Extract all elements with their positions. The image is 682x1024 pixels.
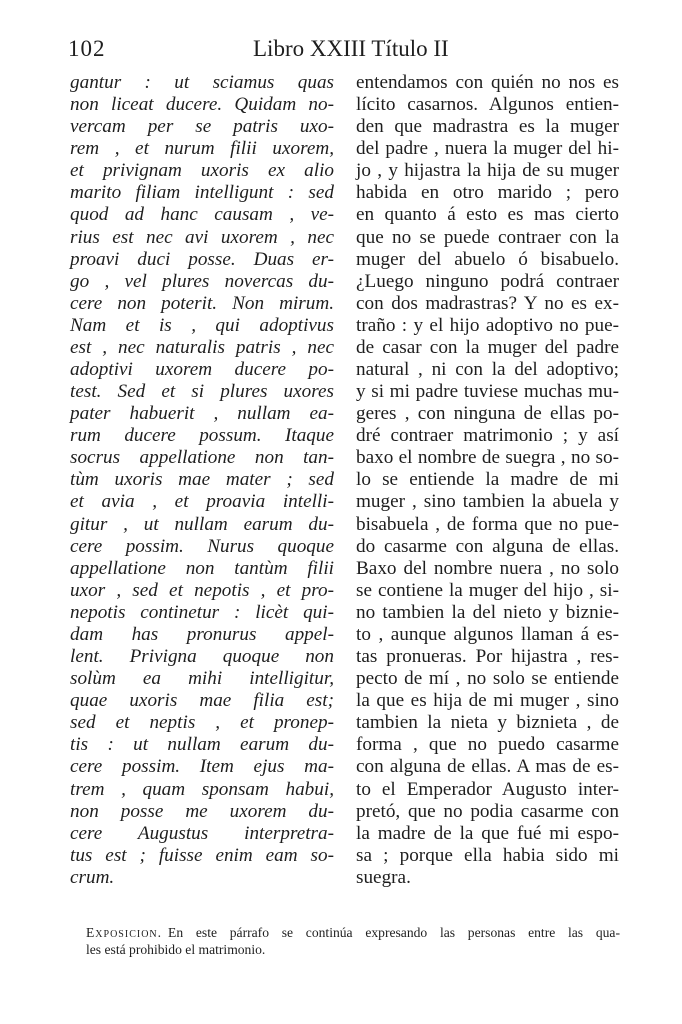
latin-line: proavi duci posse. Duas er- — [70, 248, 334, 270]
spanish-line: pecto de mí , no solo se entiende — [356, 668, 619, 690]
spanish-line: pretó, que no podia casarme con — [356, 800, 619, 822]
latin-line: nepotis continetur : licèt qui- — [70, 601, 334, 623]
spanish-line: suegra. — [356, 866, 411, 888]
latin-line: quae uxoris mae filia est; — [70, 690, 334, 712]
latin-line: dam has pronurus appel- — [70, 623, 334, 645]
spanish-line: muger del abuelo ó bisabuelo. — [356, 248, 619, 270]
latin-line: et avia , et proavia intelli- — [70, 491, 334, 513]
footnote-text: En este párrafo se continúa expresando las personas entre las qua- — [168, 925, 620, 940]
latin-line: tis : ut nullam earum du- — [70, 734, 334, 756]
spanish-line: que no se puede contraer con la — [356, 226, 619, 248]
spanish-line: to el Emperador Augusto inter- — [356, 778, 619, 800]
spanish-line: la que es hija de mi muger , sino — [356, 690, 619, 712]
spanish-line: la madre de la que fué mi espo- — [356, 822, 619, 844]
latin-line: cere Augustus interpretra- — [70, 822, 334, 844]
latin-line: go , vel plures novercas du- — [70, 270, 334, 292]
spanish-line: habida en otro marido ; pero — [356, 182, 619, 204]
footnote-line: les está prohibido el matrimonio. — [86, 942, 266, 957]
page-header — [68, 36, 620, 66]
spanish-line: entendamos con quién no nos es — [356, 72, 619, 93]
spanish-line: no tambien la del nieto y biznie- — [356, 601, 619, 623]
spanish-line: geres , con ninguna de ellas po- — [356, 403, 619, 425]
latin-line: tus est ; fuisse enim eam so- — [70, 844, 334, 866]
spanish-line: natural , ni con la del adoptivo; — [356, 359, 619, 381]
latin-line: rum ducere possum. Itaque — [70, 425, 334, 447]
latin-line: test. Sed et si plures uxores — [70, 381, 334, 403]
latin-line: rius est nec avi uxorem , nec — [70, 226, 334, 248]
spanish-line: do casarme con alguna de ellas. — [356, 535, 619, 557]
latin-line: solùm ea mihi intelligitur, — [70, 668, 334, 690]
latin-line: cere non poterit. Non mirum. — [70, 292, 334, 314]
latin-line: quod ad hanc causam , ve- — [70, 204, 334, 226]
latin-line: vercam per se patris uxo- — [70, 116, 334, 138]
spanish-line: tas pronueras. Por hijastra , res- — [356, 646, 619, 668]
latin-line: adoptivi uxorem ducere po- — [70, 359, 334, 381]
spanish-line: con dos madrastras? Y no es ex- — [356, 292, 619, 314]
latin-line: trem , quam sponsam habui, — [70, 778, 334, 800]
spanish-line: Baxo del nombre nuera , no solo — [356, 557, 619, 579]
latin-line: pater habuerit , nullam ea- — [70, 403, 334, 425]
latin-line: non liceat ducere. Quidam no- — [70, 94, 334, 116]
spanish-line: se contiene la muger del hijo , si- — [356, 579, 619, 601]
spanish-line: ¿Luego ninguno podrá contraer — [356, 270, 619, 292]
spanish-line: de casar con la muger del padre — [356, 336, 619, 358]
latin-line: et privignam uxoris ex alio — [70, 160, 334, 182]
latin-line: lent. Privigna quoque non — [70, 646, 334, 668]
spanish-line: tambien la nieta y biznieta , de — [356, 712, 619, 734]
latin-line: cere possim. Nurus quoque — [70, 535, 334, 557]
latin-line: tùm uxoris mae mater ; sed — [70, 469, 334, 491]
latin-line: Nam et is , qui adoptivus — [70, 314, 334, 336]
footnote-line — [86, 924, 620, 941]
latin-line: socrus appellatione non tan- — [70, 447, 334, 469]
latin-line: non posse me uxorem du- — [70, 800, 334, 822]
spanish-line: bisabuela , de forma que no pue- — [356, 513, 619, 535]
latin-line: rem , et nurum filii uxorem, — [70, 138, 334, 160]
spanish-line: lo se entiende la madre de mi — [356, 469, 619, 491]
spanish-text-column — [356, 72, 619, 889]
spanish-line: to , aunque algunos llaman á es- — [356, 623, 619, 645]
spanish-line: lícito casarnos. Algunos entien- — [356, 94, 619, 116]
latin-line: sed et neptis , et pronep- — [70, 712, 334, 734]
spanish-line: sa ; porque ella habia sido mi — [356, 844, 619, 866]
latin-line: crum. — [70, 866, 115, 888]
spanish-line: dré contraer matrimonio ; y así — [356, 425, 619, 447]
latin-line: appellatione non tantùm filii — [70, 557, 334, 579]
latin-line: gitur , ut nullam earum du- — [70, 513, 334, 535]
latin-line: uxor , sed et nepotis , et pro- — [70, 579, 334, 601]
exposition-footnote — [86, 924, 620, 958]
spanish-line: muger , sino tambien la abuela y — [356, 491, 619, 513]
latin-line: marito filiam intelligunt : sed — [70, 182, 334, 204]
spanish-line: jo , y hijastra la hija de su muger — [356, 160, 619, 182]
page-number: 102 — [68, 36, 106, 61]
latin-line: cere possim. Item ejus ma- — [70, 756, 334, 778]
latin-line: est , nec naturalis patris , nec — [70, 336, 334, 358]
spanish-line: y si mi padre tuviese muchas mu- — [356, 381, 619, 403]
footnote-label: Exposicion. — [86, 925, 163, 940]
spanish-line: del padre , nuera la muger del hi- — [356, 138, 619, 160]
spanish-line: traño : y el hijo adoptivo no pue- — [356, 314, 619, 336]
spanish-line: en quanto á esto es mas cierto — [356, 204, 619, 226]
running-title: Libro XXIII Título II — [253, 36, 449, 61]
spanish-line: con alguna de ellas. A mas de es- — [356, 756, 619, 778]
spanish-line: den que madrastra es la muger — [356, 116, 619, 138]
latin-line: gantur : ut sciamus quas — [70, 72, 334, 93]
spanish-line: baxo el nombre de suegra , no so- — [356, 447, 619, 469]
latin-text-column — [70, 72, 334, 889]
spanish-line: forma , que no puedo casarme — [356, 734, 619, 756]
